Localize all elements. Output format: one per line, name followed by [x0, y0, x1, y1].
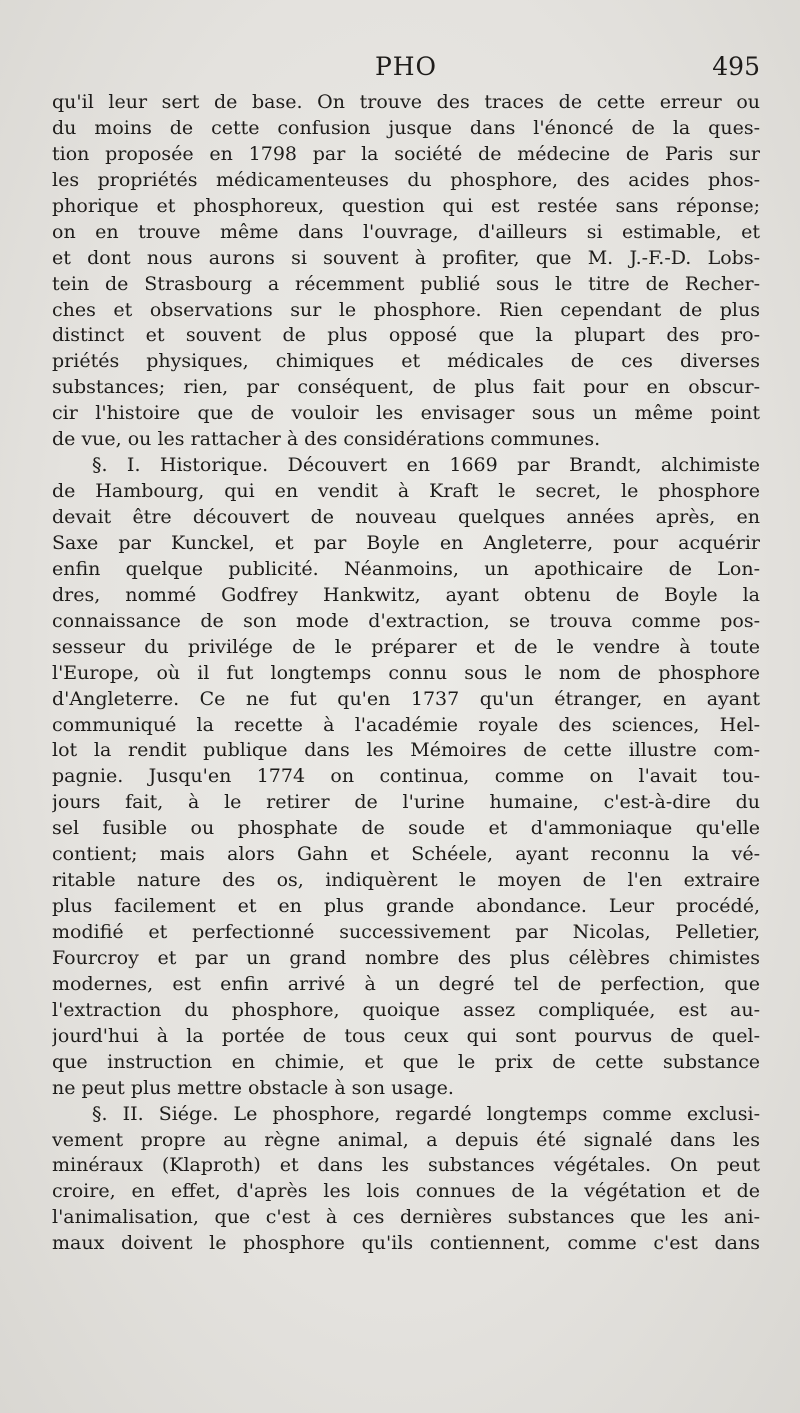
- text-line: substances; rien, par conséquent, de plus fait pour en obscur-: [52, 376, 760, 399]
- text-line: Saxe par Kunckel, et par Boyle en Angleterre, pour acquérir: [52, 531, 760, 554]
- text-line: enfin quelque publicité. Néanmoins, un apothicaire de Lon-: [52, 557, 760, 580]
- text-line: pagnie. Jusqu'en 1774 on continua, comme on l'avait tou-: [52, 765, 760, 788]
- text-line: jours fait, à le retirer de l'urine humaine, c'est-à-dire du: [52, 791, 760, 814]
- text-line: de Hambourg, qui en vendit à Kraft le secret, le phosphore: [52, 480, 760, 503]
- text-line: communiqué la recette à l'académie royale des sciences, Hel-: [52, 713, 760, 736]
- text-line: minéraux (Klaproth) et dans les substances végétales. On peut: [52, 1154, 760, 1177]
- text-line: cir l'histoire que de vouloir les envisager sous un même point: [52, 402, 760, 425]
- text-line: tein de Strasbourg a récemment publié sous le titre de Recher-: [52, 272, 760, 295]
- text-line: modifié et perfectionné successivement par Nicolas, Pelletier,: [52, 921, 760, 943]
- text-line: que instruction en chimie, et que le prix de cette substance: [52, 1050, 760, 1073]
- text-line: connaissance de son mode d'extraction, se trouva comme pos-: [52, 609, 760, 632]
- text-line: priétés physiques, chimiques et médicales de ces diverses: [52, 350, 760, 373]
- text-line: croire, en effet, d'après les lois connues de la végétation et de: [52, 1180, 760, 1203]
- text-line: ritable nature des os, indiquèrent le moyen de l'en extraire: [52, 869, 760, 892]
- text-line: les propriétés médicamenteuses du phosphore, des acides phos-: [52, 168, 760, 191]
- text-line: plus facilement et en plus grande abondance. Leur procédé,: [52, 895, 760, 918]
- text-line: modernes, est enfin arrivé à un degré tel de perfection, que: [52, 972, 760, 995]
- text-line: sel fusible ou phosphate de soude et d'ammoniaque qu'elle: [52, 817, 760, 840]
- page-number: 495: [712, 52, 760, 81]
- text-line: l'animalisation, que c'est à ces dernières substances que les ani-: [52, 1206, 760, 1229]
- text-line: distinct et souvent de plus opposé que la plupart des pro-: [52, 324, 760, 347]
- text-line: jourd'hui à la portée de tous ceux qui sont pourvus de quel-: [52, 1024, 760, 1047]
- text-line: devait être découvert de nouveau quelques années après, en: [52, 506, 760, 528]
- text-line: dres, nommé Godfrey Hankwitz, ayant obtenu de Boyle la: [52, 583, 760, 606]
- text-line: de vue, ou les rattacher à des considérations communes.: [52, 428, 601, 451]
- text-line: on en trouve même dans l'ouvrage, d'ailleurs si estimable, et: [52, 220, 760, 243]
- text-line: qu'il leur sert de base. On trouve des traces de cette erreur ou: [52, 91, 760, 113]
- text-line: l'Europe, où il fut longtemps connu sous le nom de phosphore: [52, 661, 760, 684]
- text-line: tion proposée en 1798 par la société de médecine de Paris sur: [52, 142, 760, 165]
- body-text: [52, 90, 760, 1257]
- running-title: PHO: [374, 52, 438, 81]
- text-line: d'Angleterre. Ce ne fut qu'en 1737 qu'un étranger, en ayant: [52, 687, 760, 710]
- text-line: sesseur du privilége de le préparer et de le vendre à toute: [52, 635, 760, 658]
- running-head: [52, 52, 760, 92]
- text-line: §. I. Historique. Découvert en 1669 par Brandt, alchimiste: [92, 454, 760, 477]
- text-line: §. II. Siége. Le phosphore, regardé longtemps comme exclusi-: [92, 1102, 760, 1125]
- text-line: maux doivent le phosphore qu'ils contiennent, comme c'est dans: [52, 1232, 760, 1255]
- text-line: vement propre au règne animal, a depuis été signalé dans les: [52, 1128, 760, 1151]
- text-line: contient; mais alors Gahn et Schéele, ayant reconnu la vé-: [52, 843, 760, 866]
- text-line: phorique et phosphoreux, question qui est restée sans réponse;: [52, 194, 760, 217]
- text-line: du moins de cette confusion jusque dans l'énoncé de la ques-: [52, 116, 760, 139]
- text-line: lot la rendit publique dans les Mémoires de cette illustre com-: [52, 739, 760, 762]
- text-line: ches et observations sur le phosphore. Rien cependant de plus: [52, 298, 760, 321]
- text-line: l'extraction du phosphore, quoique assez compliquée, est au-: [52, 998, 760, 1021]
- text-line: et dont nous aurons si souvent à profiter, que M. J.-F.-D. Lobs-: [52, 246, 760, 269]
- text-line: Fourcroy et par un grand nombre des plus célèbres chimistes: [52, 946, 760, 969]
- text-line: ne peut plus mettre obstacle à son usage.: [52, 1076, 454, 1099]
